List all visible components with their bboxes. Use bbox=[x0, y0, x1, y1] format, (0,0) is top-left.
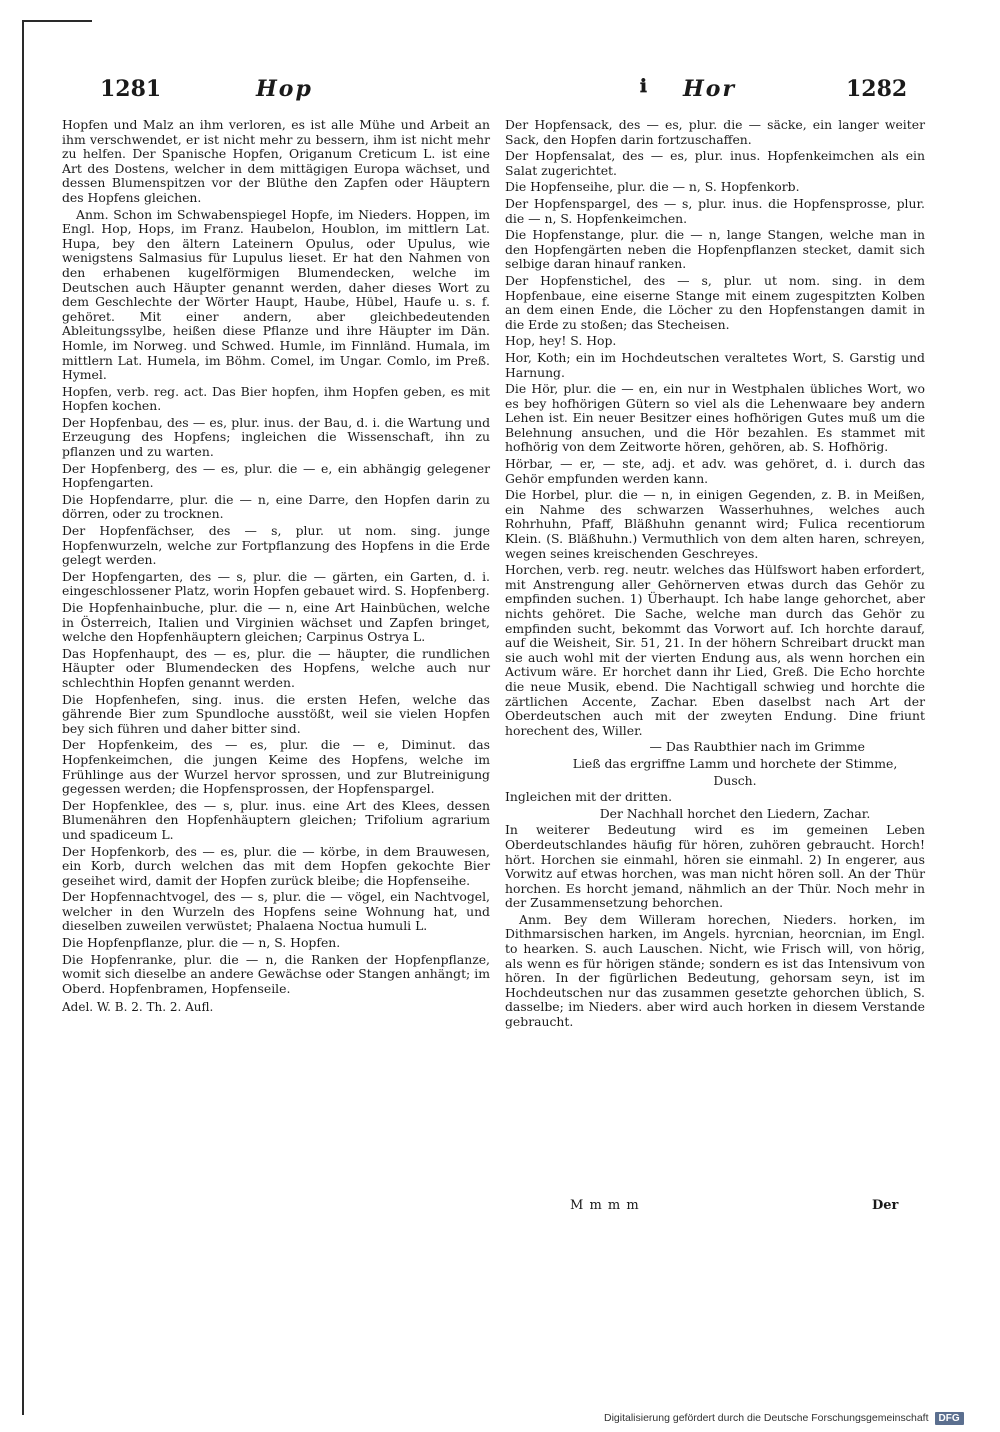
entry: Der Hopfenkorb, des — es, plur. die — körbe, in dem Brauwesen, ein Korb, durch welchen das mit dem Hopfen gekochte Bier geseihet wird, damit der Hopfen zurück bleibe; die Hopfenseihe. bbox=[62, 843, 490, 888]
entry: Das Hopfenhaupt, des — es, plur. die — häupter, die rundlichen Häupter oder Blumendecken des Hopfens, welche auch nur schlechthin Hopfen genannt werden. bbox=[62, 645, 490, 690]
running-head-left: Hop bbox=[256, 76, 313, 102]
quote-line: Ließ das ergriffne Lamm und horchete der Stimme, bbox=[572, 755, 898, 771]
entry: Der Hopfenstichel, des — s, plur. ut nom. sing. in dem Hopfenbaue, eine eiserne Stange mit einem zugespitzten Kolben an dem einen Ende, die Löcher zu den Hopfenstangen damit in die Erde zu stoßen; das Stecheisen. bbox=[505, 272, 925, 332]
signature-mark: M m m m bbox=[570, 1198, 640, 1213]
page-number-right: 1282 bbox=[846, 76, 908, 102]
page-number-left: 1281 bbox=[100, 76, 162, 102]
entry: Die Hopfenpflanze, plur. die — n, S. Hopfen. bbox=[62, 935, 341, 951]
entry: Hopfen und Malz an ihm verloren, es ist alle Mühe und Arbeit an ihm verschwendet, er ist nicht mehr zu bessern, ihm ist nicht mehr zu helfen. Der Spanische Hopfen, Origanum Creticum L. ist eine Art des Dostens, welcher in dem mittägigen Europa wächset, und dessen Blumenspitzen vor der Blüthe den Zapfen oder Häuptern des Hopfens gleichen. bbox=[62, 117, 490, 205]
entry: Der Hopfensack, des — es, plur. die — säcke, ein langer weiter Sack, den Hopfen darin fortzuschaffen. bbox=[505, 117, 925, 147]
catchword: Der bbox=[872, 1198, 899, 1213]
entry: Der Hopfennachtvogel, des — s, plur. die — vögel, ein Nachtvogel, welcher in den Wurzeln des Hopfens seine Wohnung hat, und dieselben zuweilen verwüstet; Phalaena Noctua humuli L. bbox=[62, 889, 490, 934]
entry: Die Hopfenhainbuche, plur. die — n, eine Art Hainbüchen, welche in Österreich, Italien und Virginien wächset und Zapfen bringet, welche den Hopfenhäuptern gleichen; Carpinus Ostrya L. bbox=[62, 600, 490, 645]
footer-text: Digitalisierung gefördert durch die Deutsche Forschungsgemeinschaft bbox=[604, 1412, 929, 1424]
entry: Der Hopfensalat, des — es, plur. inus. Hopfenkeimchen als ein Salat zugerichtet. bbox=[505, 148, 925, 178]
dfg-logo: DFG bbox=[935, 1412, 964, 1425]
entry: Hörbar, — er, — ste, adj. et adv. was gehöret, d. i. durch das Gehör empfunden werden kann. bbox=[505, 456, 925, 486]
right-column bbox=[505, 118, 925, 1032]
entry: Der Hopfenklee, des — s, plur. inus. eine Art des Klees, dessen Blumenähren den Hopfenhäuptern gleichen; Trifolium agrarium und spadiceum L. bbox=[62, 797, 490, 842]
running-head-right: Hor bbox=[683, 76, 737, 102]
page-edge-top bbox=[22, 20, 92, 22]
entry: Anm. Bey dem Willeram horechen, Nieders. horken, im Dithmarsischen harken, im Angels. hyrcnian, heorcnian, im Engl. to hearken. S. auch Lauschen. Nicht, wie Frisch will, von hörig, als wenn es für hörigen stände; sondern es ist das Intensivum von hören. In der figürlichen Bedeutung, gehorsam seyn, ist im Hochdeutschen nur das zusammen gesetzte gehorchen üblich, S. dasselbe; im Nieders. aber wird auch horken in diesem Verstande gebraucht. bbox=[505, 911, 925, 1030]
entry: Der Hopfenbau, des — es, plur. inus. der Bau, d. i. die Wartung und Erzeugung des Hopfens; ingleichen die Wissenschaft, ihn zu pflanzen und zu warten. bbox=[62, 414, 490, 460]
entry: Die Horbel, plur. die — n, in einigen Gegenden, z. B. in Meißen, ein Nahme des schwarzen Wasserhuhnes, welches auch Rohrhuhn, Pfaff, Bläßhuhn genannt wird; Fulica recentiorum Klein. (S. Bläßhuhn.) Vermuthlich von dem alten haren, schreyen, wegen seines kreischenden Geschreyes. bbox=[505, 487, 925, 561]
left-column bbox=[62, 118, 490, 1027]
entry: Der Hopfenkeim, des — es, plur. die — e, Diminut. das Hopfenkeimchen, die jungen Keime des Hopfens, welche im Frühlinge aus der Wurzel hervor sprossen, und zur Blutreinigung gegessen werden; die Hopfensprossen, der Hopfenspargel. bbox=[62, 737, 490, 797]
entry: Die Hopfenseihe, plur. die — n, S. Hopfenkorb. bbox=[505, 179, 800, 195]
entry: Der Hopfenfächser, des — s, plur. ut nom. sing. junge Hopfenwurzeln, welche zur Fortpflanzung des Hopfens in die Erde gelegt werden. bbox=[62, 523, 490, 568]
entry: Die Hopfenstange, plur. die — n, lange Stangen, welche man in den Hopfengärten neben die Hopfenpflanzen stecket, damit sich selbige daran hinauf ranken. bbox=[505, 227, 925, 272]
entry: Hor, Koth; ein im Hochdeutschen veraltetes Wort, S. Garstig und Harnung. bbox=[505, 349, 925, 380]
page-edge-left bbox=[22, 20, 24, 1415]
entry: Die Hopfenhefen, sing. inus. die ersten Hefen, welche das gährende Bier zum Spundloche ausstößt, weil sie vielen Hopfen bey sich führen und daher bitter sind. bbox=[62, 691, 490, 736]
entry: Horchen, verb. reg. neutr. welches das Hülfswort haben erfordert, mit Anstrengung aller Gehörnerven etwas durch das Gehör zu empfinden suchen. 1) Überhaupt. Ich habe lange gehorchet, aber nichts gehöret. Die Sache, welche man durch das Gehör zu empfinden sucht, bekommt das Vorwort auf. Ich horchte darauf, auf die Weisheit, Sir. 51, 21. In der höhern Schreibart druckt man sie auch wohl mit der vierten Endung aus, als wenn horchen ein Activum wäre. Er horchet dann ihr Lied, Greß. Die Echo horchte die neue Musik, ebend. Die Nachtigall schwieg und horchte die zärtlichen Accente, Zachar. Eben daselbst nach Art der Oberdeutschen auch mit der zweyten Endung. Dine friunt horechent des, Willer. bbox=[505, 562, 925, 738]
quote-source: Dusch. bbox=[713, 772, 757, 788]
entry: Die Hopfenranke, plur. die — n, die Ranken der Hopfenpflanze, womit sich dieselbe an andere Gewächse oder Stangen anhängt; im Oberd. Hopfenbramen, Hopfenseile. bbox=[62, 951, 490, 996]
volume-footer: Adel. W. B. 2. Th. 2. Aufl. bbox=[62, 1000, 214, 1015]
entry: In weiterer Bedeutung wird es im gemeinen Leben Oberdeutschlandes häufig für hören, zuhören gebraucht. Horch! hört. Horchen sie einmahl, hören sie einmahl. 2) In engerer, aus Vorwitz auf etwas horchen, was man nicht hören soll. An der Thür horchen. Es horcht jemand, nähmlich an der Thür. Noch mehr in der Zusammensetzung behorchen. bbox=[505, 822, 925, 911]
entry: Der Hopfenberg, des — es, plur. die — e, ein abhängig gelegener Hopfengarten. bbox=[62, 460, 490, 491]
entry: Die Hopfendarre, plur. die — n, eine Darre, den Hopfen darin zu dörren, oder zu trocknen. bbox=[62, 491, 490, 522]
entry: Die Hör, plur. die — en, ein nur in Westphalen übliches Wort, wo es bey hofhörigen Gütern so viel als die Lehenwaare bey andern Lehen ist. Ein neuer Besitzer eines hofhörigen Gutes muß um die Belehnung ansuchen, und die Hör bezahlen. Es stammet mit hofhörig von dem Zeitworte hören, gehören, ab. S. Hofhörig. bbox=[505, 381, 925, 455]
quote-line: — Das Raubthier nach im Grimme bbox=[649, 739, 865, 755]
entry: Ingleichen mit der dritten. bbox=[505, 789, 673, 805]
digitization-footer bbox=[604, 1408, 1000, 1428]
quote-line: Der Nachhall horchet den Liedern, Zachar. bbox=[599, 805, 871, 821]
entry: Anm. Schon im Schwabenspiegel Hopfe, im Nieders. Hoppen, im Engl. Hop, Hops, im Franz. Haubelon, Houblon, im mittlern Lat. Hupa, bey den ältern Lateinern Opulus, oder Upulus, wie wenigstens Salmasius für Lupulus lieset. Er hat den Nahmen von den erhabenen kugelförmigen Blumendecken, welche im Deutschen auch Häupter genannt werden, daher dieses Wort zu dem Geschlechte der Wörter Haupt, Haube, Hübel, Haufe u. s. f. gehöret. Mit einer andern, aber gleichbedeutenden Ableitungssylbe, heißen diese Pflanze und ihre Häupter im Dän. Homle, im Norweg. und Schwed. Humle, im Finnländ. Humala, im mittlern Lat. Humela, im Böhm. Comel, im Ungar. Comlo, im Preß. Hymel. bbox=[62, 206, 490, 383]
header-mark: ℹ bbox=[640, 76, 647, 97]
entry: Hop, hey! S. Hop. bbox=[505, 333, 617, 349]
entry: Hopfen, verb. reg. act. Das Bier hopfen, ihm Hopfen geben, es mit Hopfen kochen. bbox=[62, 383, 490, 414]
entry: Der Hopfengarten, des — s, plur. die — gärten, ein Garten, d. i. eingeschlossener Platz, worin Hopfen gebauet wird. S. Hopfenberg. bbox=[62, 568, 490, 599]
entry: Der Hopfenspargel, des — s, plur. inus. die Hopfensprosse, plur. die — n, S. Hopfenkeimchen. bbox=[505, 195, 925, 226]
